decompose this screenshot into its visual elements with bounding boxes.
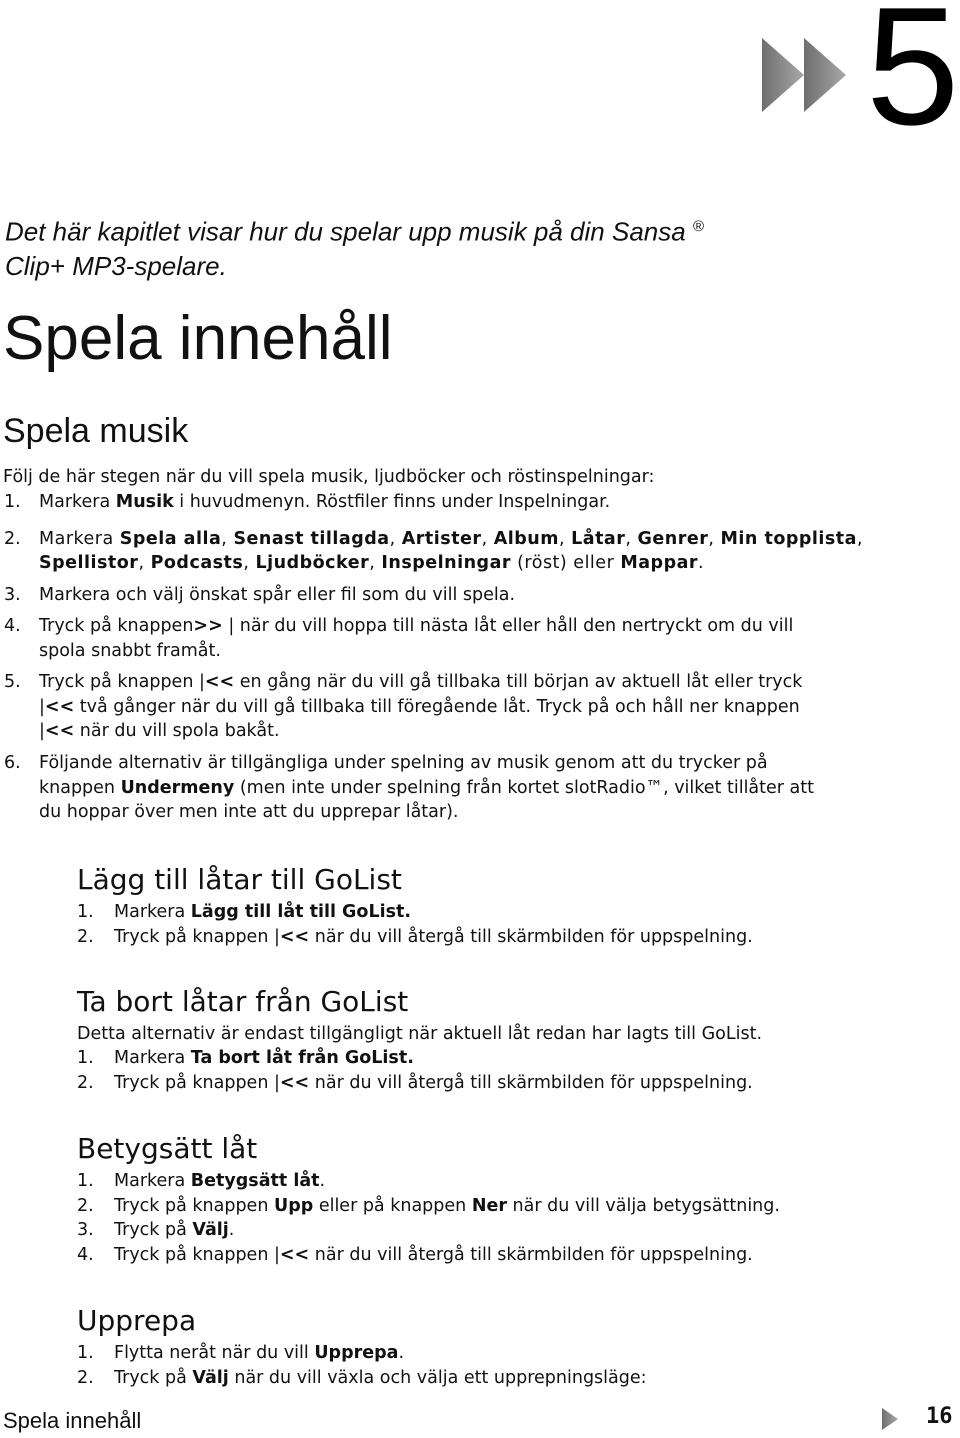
- step-number: 2.: [77, 927, 94, 947]
- step-text: Tryck på knappen |<< en gång när du vill gå tillbaka till början av aktuell låt eller tryck: [39, 672, 803, 692]
- step-number: 2.: [77, 1368, 94, 1388]
- footer-section-title: Spela innehåll: [3, 1408, 142, 1433]
- step-text: knappen Undermeny (men inte under spelning från kortet slotRadio™, vilket tillåter att: [39, 778, 814, 798]
- step-number: 1.: [4, 492, 21, 512]
- step-text: Markera Betygsätt låt.: [114, 1171, 326, 1191]
- step-number: 2.: [77, 1196, 94, 1216]
- heading-upprepa: Upprepa: [77, 1304, 197, 1337]
- step-text: Tryck på knappen |<< när du vill återgå till skärmbilden för uppspelning.: [114, 1245, 753, 1265]
- page-number: 16: [926, 1404, 953, 1429]
- step-text: Tryck på Välj.: [114, 1220, 235, 1240]
- step-text: Tryck på knappen Upp eller på knappen Ner när du vill välja betygsättning.: [114, 1196, 780, 1216]
- step-number: 3.: [77, 1220, 94, 1240]
- step-text: Markera och välj önskat spår eller fil som du vill spela.: [39, 585, 516, 605]
- step-text: Tryck på knappen |<< när du vill återgå till skärmbilden för uppspelning.: [114, 927, 753, 947]
- step-text: Markera Lägg till låt till GoList.: [114, 902, 412, 922]
- step-text: Markera Musik i huvudmenyn. Röstfiler finns under Inspelningar.: [39, 492, 611, 512]
- step-number: 1.: [77, 902, 94, 922]
- step-number: 6.: [4, 753, 21, 773]
- step-number: 5.: [4, 672, 21, 692]
- step-text: |<< två gånger när du vill gå tillbaka till föregående låt. Tryck på och håll ner knappen: [39, 697, 800, 717]
- step-number: 4.: [77, 1245, 94, 1265]
- lead-text: Detta alternativ är endast tillgängligt när aktuell låt redan har lagts till GoList.: [77, 1024, 763, 1044]
- step-text: spola snabbt framåt.: [39, 641, 221, 661]
- step-text: Tryck på Välj när du vill växla och välja ett upprepningsläge:: [114, 1368, 647, 1388]
- step-text: Följande alternativ är tillgängliga under spelning av musik genom att du trycker på: [39, 753, 768, 773]
- step-number: 1.: [77, 1048, 94, 1068]
- heading-lagg-till: Lägg till låtar till GoList: [77, 863, 402, 896]
- lead-text: Följ de här stegen när du vill spela musik, ljudböcker och röstinspelningar:: [3, 467, 655, 487]
- step-text: Markera Ta bort låt från GoList.: [114, 1048, 414, 1068]
- step-number: 1.: [77, 1343, 94, 1363]
- step-text: Flytta neråt när du vill Upprepa.: [114, 1343, 405, 1363]
- step-text: Markera Spela alla, Senast tillagda, Artister, Album, Låtar, Genrer, Min topplista,: [39, 529, 864, 549]
- step-text: Spellistor, Podcasts, Ljudböcker, Inspelningar (röst) eller Mappar.: [39, 553, 705, 573]
- section-title: Spela innehåll: [3, 304, 393, 373]
- step-text: |<< när du vill spola bakåt.: [39, 721, 280, 741]
- chapter-intro: Det här kapitlet visar hur du spelar upp musik på din Sansa ® Clip+ MP3-spelare.: [5, 216, 704, 281]
- heading-betygsatt: Betygsätt låt: [77, 1132, 258, 1165]
- subsection-title-spela-musik: Spela musik: [3, 412, 189, 450]
- step-number: 3.: [4, 585, 21, 605]
- step-text: Tryck på knappen |<< när du vill återgå till skärmbilden för uppspelning.: [114, 1073, 753, 1093]
- heading-ta-bort: Ta bort låtar från GoList: [77, 985, 409, 1018]
- step-number: 2.: [77, 1073, 94, 1093]
- double-chevron-right-icon: [760, 30, 854, 120]
- chevron-right-icon: [880, 1406, 902, 1432]
- step-text: Tryck på knappen>> | när du vill hoppa till nästa låt eller håll den nertryckt om du vill: [39, 616, 794, 636]
- step-number: 2.: [4, 529, 21, 549]
- step-number: 1.: [77, 1171, 94, 1191]
- step-number: 4.: [4, 616, 21, 636]
- chapter-number: 5: [866, 0, 960, 160]
- step-text: du hoppar över men inte att du upprepar låtar).: [39, 802, 459, 822]
